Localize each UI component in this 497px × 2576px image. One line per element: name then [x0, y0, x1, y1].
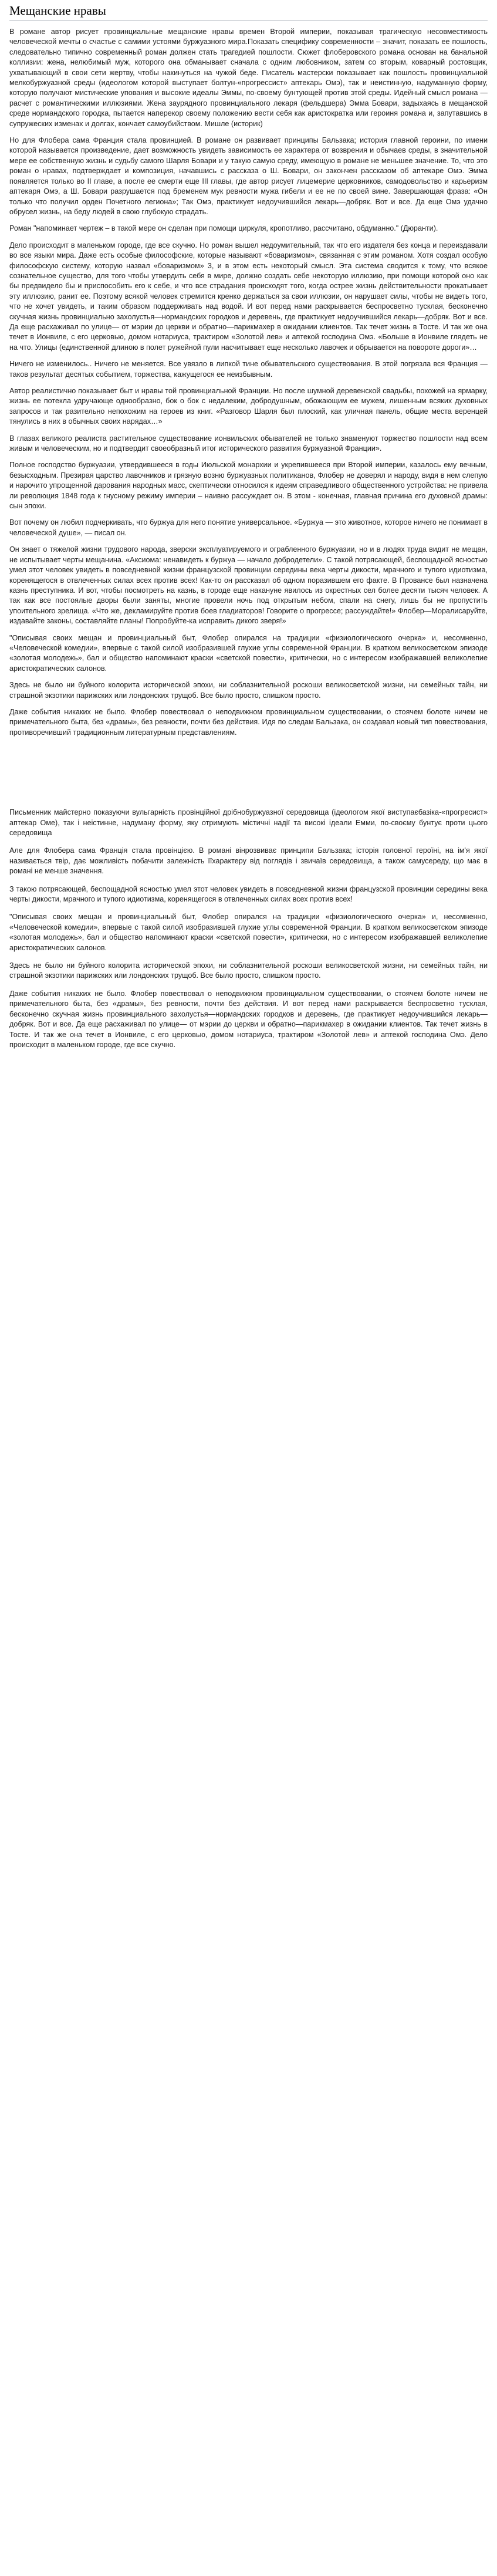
paragraph: Полное господство буржуазии, утвердившееся в годы Июльской монархии и укрепившееся при Второй империи, казалось ему вечным, безысходным. Презирая царство лавочников и грязную возню буржуазных политиканов, Флобер не доверял и народу, видя в нем слепую и нарочито упрощенной дарования народных масс, скептически относился к идеям справедливого общественного устройства: не привела ли революция 1848 года к гнусному режиму империи – наивно рассуждает он. В этом - конечная, главная причина его духовной драмы: сын эпохи. [9, 461, 488, 511]
paragraph: Вот почему он любил подчеркивать, что буржуа для него понятие универсальное. «Буржуа — это животное, которое ничего не понимает в человеческой душе», — писал он. [9, 518, 488, 537]
paragraph: В романе автор рисует провинциальные мещанские нравы времен Второй империи, показывая трагическую несовместимость человеческой мечты о счастье с самими устоями буржуазного мира.Показать специфику современности – значит, показать ее пошлость, следовательно типично современный роман должен стать трагедией пошлости. Сюжет флоберовского романа основан на банальной коллизии: жена, нелюбимый муж, которого она обманывает сначала с одним любовником, затем со вторым, коварный ростовщик, ухватывающий в свои сети жертву, чтобы накинуться на чужой беде. Писатель мастерски показывает как пошлость провинциальной мелкобуржуазной среды (идеологом которой выступает болтун-«прогрессист» аптекарь Омэ), так и неистинную, надуманную форму, которую получают мистические упования и высокие идеалы Эммы, по-своему бунтующей против этой среды. Идейный смысл романа — расчет с романтическими иллюзиями. Жена заурядного провинциального лекаря (фельдшера) Эмма Бовари, задыхаясь в мещанской среде нормандского городка, пытается наперекор своему положению вести себя как аристократка или героиня романа и, запутавшись в супружеских изменах и долгах, кончает самоубийством. Мишле (историк) [9, 28, 488, 128]
paragraph: Даже события никаких не было. Флобер повествовал о неподвижном провинциальном существовании, о стоячем болоте ничем не примечательного быта, без «драмы», без ревности, почти без действия. И вот перед нами раскрывается беспросветно тусклая, бесконечно скучная жизнь провинциального захолустья—нормандских городков и деревень, где практикует недоучившийся лекарь—добряк. Вот и все. Да еще расхаживал по улице— от мэрии до церкви и обратно—парикмахер в ожидании клиентов. Так течет жизнь в Тосте. И так же она течет в Ионвиле, с его церковью, домом нотариуса, трактиром «Золотой лев» и аптекой господина Омэ. Дело происходит в маленьком городе, где все скучно. [9, 989, 488, 1049]
paragraph: Роман "напоминает чертеж – в такой мере он сделан при помощи циркуля, кропотливо, рассчитано, обдуманно." (Дюранти). [9, 224, 438, 233]
paragraph: Здесь не было ни буйного колорита исторической эпохи, ни соблазнительной роскоши великосветской жизни, ни семейных тайн, ни страшной экзотики парижских или лондонских трущоб. Все было просто, слишком просто. [9, 961, 488, 980]
russian-text-section [9, 27, 488, 738]
paragraph: Але для Флобера сама Франція стала провінцією. В романі вінрозвиває принципи Бальзака; історія головної героїні, на ім'я якої називається твір, дає можливість побачити залежність їїхарактеру від поглядів і звичаїв середовища, а також самусереду, що має в романі не менше значення. [9, 846, 488, 876]
paragraph: Автор реалистично показывает быт и нравы той провинциальной Франции. Но после шумной деревенской свадьбы, похожей на ярмарку, жизнь ее потекла удручающе однообразно, бок о бок с недалеким, добродушным, обожающим ее мужем, лишенным всяких духовных запросов и так разительно непохожим на героев из книг. «Разговор Шарля был плоский, как уличная панель, общие места веренцей тянулись в них в обычных своих нарядах…» [9, 387, 488, 426]
paragraph: Ничего не изменилось.. Ничего не меняется. Все увязло в липкой тине обывательского существования. В этой погрязла вся Франция — таков результат десятых событием, торжества, кажущегося ее неизбывным. [9, 360, 488, 379]
blank-gap [9, 744, 488, 808]
paragraph: "Описывая своих мещан и провинциальный быт, Флобер опирался на традиции «физиологического очерка» и, несомненно, «Человеческой комедии», впервые с такой силой изобразившей глухие углы современной Франции. В кратком великосветском эпизоде «золотая молодежь», бал и общество напоминают краски «светской повести», критически, но с интересом изображавшей великолепие аристократических салонов. [9, 633, 488, 673]
paragraph: З такою потрясающей, беспощадной ясностью умел этот человек увидеть в повседневной жизни французской провинции середины века черты дикости, мрачного и тупого идиотизма, коренящегося в отвлеченных силах всех против всех! [9, 884, 488, 904]
paragraph: Дело происходит в маленьком городе, где все скучно. Но роман вышел недоумительный, так что его издателя без конца и переиздавали во все языки мира. Даже есть особые философские, которые называют «боваризмом», связанная с этим романом. Хотя создал особую философскую систему, которую назвал «боваризмом» 3, и в этом есть некоторый смысл. Эта система сводится к тому, что всякое сознательное существо, для того чтобы утвердить себя в мире, должно создать себе некоторую иллюзию, при помощи которой оно как бы предвидело бы и приспособить его к себе, и что все страдания происходят того, когда острее жизнь действительности прокатывает эту иллюзию, ранит ее. Поэтому всякой человек стремится кренко держаться за свои иллюзии, он нарушает силы, чтобы не видеть того, что не хочет увидеть, и таким образом поддерживать над водой. И вот перед нами раскрывается беспросветно тусклая, бесконечно скучная жизнь провинциально захолустья—нормандских городков и деревень, где практикует недоучившийся лекарь—добряк. Вот и все. Да еще расхаживал по улице— от мэрии до церкви и обратно—парикмахер в ожидании клиентов. Так течет жизнь в Тосте. И так же она течет в Ионвиле, с его церковью, домом нотариуса, трактиром «Золотой лев» и аптекой господина Омэ. «Больше в Ионвиле глядеть не на что. Улицы (единственной длиною в полет ружейной пули насчитывает еще несколько лавочек и обрывается на повороте дороги»… [9, 241, 488, 352]
paragraph: Но для Флобера сама Франция стала провинцией. В романе он развивает принципы Бальзака; история главной героини, по имени которой называется произведение, дает возможность увидеть зависимость ее характера от возврения и обычаев среды, в значительной мере ее собственную жизнь и судьбу самого Шарля Бовари и у такую самую среду, имеющую в романе не меньшее значение. То, что это роман о нравах, подтверждает и композиция, начавшись с рассказа о Ш. Бовари, он закончен рассказом об аптекаре Омэ. Эмма появляется только во II главе, а после ее смерти еще III главы, где автор рисует лицемерие церковников, самодовольство и карьеризм аптекаря Омэ, а Ш. Бовари разрушается под бременем мук ревности мужа гибели и ее не по своей вине. Завершающая фраза: «Он только что получил орден Почетного легиона»; Так Омэ, практикует недоучившийся лекарь—добряк. Вот и все. Да еще Омэ удачно обрусел жизнь, на беду людей в свою глубокую страдать. [9, 136, 488, 216]
paragraph: Здесь не было ни буйного колорита исторической эпохи, ни соблазнительной роскоши великосветской жизни, ни семейных тайн, ни страшной экзотики парижских или лондонских трущоб. Все было просто, слишком просто. [9, 681, 488, 700]
paragraph: "Описывая своих мещан и провинциальный быт, Флобер опирался на традиции «физиологического очерка» и, несомненно, «Человеческой комедии», впервые с такой силой изобразившей глухие углы современной Франции. В кратком великосветском эпизоде «золотая молодежь», бал и общество напоминают краски «светской повести», критически, но с интересом изображавшей великолепие аристократических салонов. [9, 913, 488, 952]
ukrainian-text-section [9, 808, 488, 1050]
page-title: Мещанские нравы [9, 4, 488, 21]
paragraph: Даже события никаких не было. Флобер повествовал о неподвижном провинциальном существовании, о стоячем болоте ничем не примечательного быта, без «драмы», без ревности, почти без действия. Идя по следам Бальзака, он создавал новый тип повествования, противоречивший традиционным литературным представлениям. [9, 707, 488, 737]
paragraph: Он знает о тяжелой жизни трудового народа, зверски эксплуатируемого и ограбленного буржуазии, но и в людях труда видит не мещан, не испытывает черты мещанина. «Аксиома: ненавидеть к буржуа — начало добродетели». С такой потрясающей, беспощадной ясностью умел этот человек увидеть в повседневной жизни французской провинции середины века черты дикости, мрачного и тупого идиотизма, коренящегося в отвлеченных силах всех против всех! Как-то он рассказал об одном поразившем его факте. В Провансе был назначена казнь преступника. И вот, чтобы посмотреть на казнь, в городе еще накануне явилось из окрестных сел более десяти тысяч человек. А так как все постоялые дворы были заняты, многие провели ночь под открытым небом, спали на снегу, лишь бы не пропустить упоительного зрелища. «Что же, декламируйте против боев гладиаторов! Говорите о прогрессе; рассуждайте!» Флобер—Моралисаруйте, издавайте законы, составляйте планы! Попробуйте-ка исправить дикого зверя!» [9, 545, 488, 626]
paragraph: Письменник майстерно показуючи вульгарність провінційної дрібнобуржуазної середовища (ідеологом якої виступаєбазіка-«прогресист» аптекар Омe), так і неістинне, надуману форму, яку отримують містичні надії та високі ідеали Емми, по-своєму бунтує проти цього середовища [9, 808, 488, 837]
paragraph: В глазах великого реалиста растительное существование ионвильских обывателей не только знаменуют торжество пошлости над всем живым и человеческим, но и подтвердит своеобразный итог исторического развития буржуазной Франции». [9, 434, 488, 453]
